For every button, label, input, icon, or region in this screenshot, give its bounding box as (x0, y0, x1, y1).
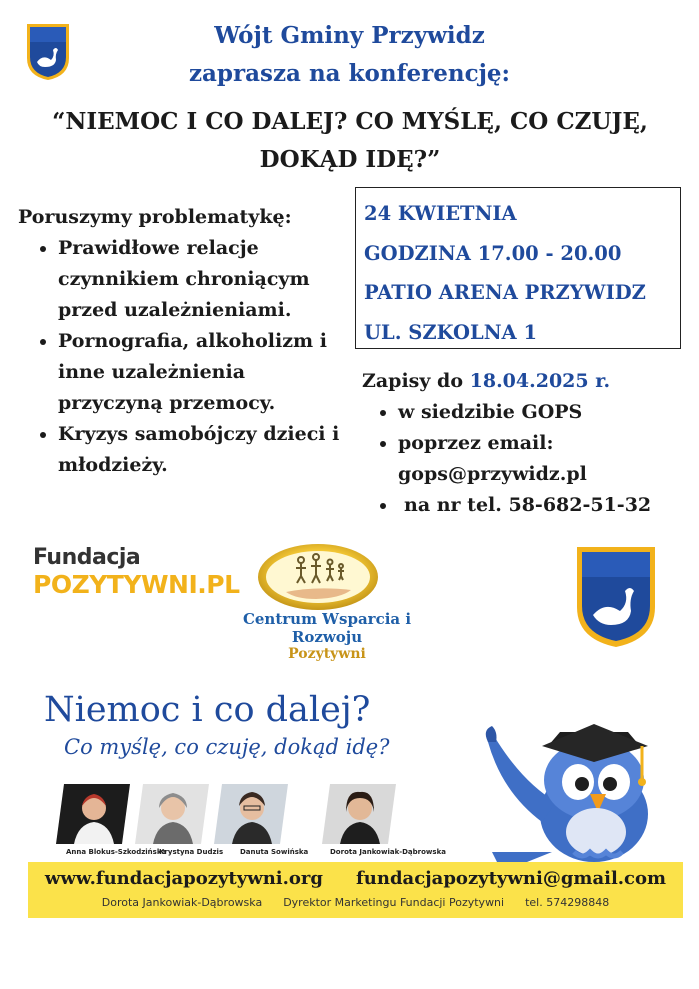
footer-bar (28, 862, 683, 918)
centrum-logo-text (212, 610, 442, 662)
family-hand-icon (256, 542, 380, 612)
event-venue: PATIO ARENA PRZYWIDZ (364, 281, 646, 304)
speaker-name: Krystyna Dudzis (159, 848, 224, 856)
event-address: UL. SZKOLNA 1 (364, 320, 538, 344)
conference-title-line1: “NIEMOC I CO DALEJ? CO MYŚLĘ, CO CZUJĘ, (52, 108, 648, 135)
event-info-box (355, 187, 681, 349)
topic-item: • Kryzys samobójczy dzieci i młodzieży. (58, 419, 348, 481)
speaker-name: Danuta Sowińska (240, 848, 309, 856)
signup-heading (362, 366, 692, 397)
topic-item: • Pornografia, alkoholizm i inne uzależnienia przyczyną przemocy. (58, 326, 348, 419)
speaker-photo (135, 784, 209, 844)
signup-label: Zapisy do (362, 370, 463, 392)
footer-website-link[interactable]: www.fundacjapozytywni.org (44, 868, 323, 889)
footer-email-link[interactable]: fundacjapozytywni@gmail.com (356, 868, 667, 889)
signup-item-email (398, 428, 692, 490)
topics-section (18, 202, 348, 481)
footer-name: Dorota Jankowiak-Dąbrowska (101, 896, 263, 909)
banner-subtitle: Co myślę, co czuję, dokąd idę? (64, 735, 390, 759)
signup-section (362, 366, 692, 521)
conference-title (40, 103, 660, 179)
signup-list (362, 397, 692, 521)
organizer-title: Wójt Gminy Przywidz (214, 22, 485, 49)
fundacja-logo (33, 545, 240, 599)
event-date: 24 KWIETNIA (364, 202, 517, 225)
topics-list (18, 233, 348, 481)
footer-contact-line (28, 868, 683, 889)
signup-deadline: 18.04.2025 r. (469, 370, 611, 392)
fundacja-logo-line1: Fundacja (33, 545, 141, 570)
speaker-photo (322, 784, 396, 844)
centrum-logo-line2: Pozytywni (288, 646, 366, 662)
event-time: GODZINA 17.00 - 20.00 (364, 241, 622, 265)
speaker-photo (214, 784, 288, 844)
coat-of-arms-icon (575, 545, 657, 649)
centrum-logo-line1: Centrum Wsparcia i Rozwoju (242, 610, 412, 646)
speaker-name: Anna Blokus-Szkodzińska (66, 848, 167, 856)
signup-item: • w siedzibie GOPS (398, 397, 692, 428)
signup-email-label: poprzez email: (398, 432, 554, 454)
fundacja-logo-line2: POZYTYWNI.PL (33, 570, 240, 599)
topic-item: • Prawidłowe relacje czynnikiem chroniącym przed uzależnieniami. (58, 233, 348, 326)
conference-title-line2: DOKĄD IDĘ?” (259, 146, 441, 173)
invitation-line: zaprasza na konferencję: (188, 60, 511, 87)
signup-email-link[interactable]: gops@przywidz.pl (398, 463, 587, 485)
footer-role: Dyrektor Marketingu Fundacji Pozytywni (283, 896, 505, 909)
signup-item-phone[interactable]: • na nr tel. 58-682-51-32 (398, 490, 692, 521)
footer-phone[interactable]: tel. 574298848 (525, 896, 610, 909)
owl-mascot-icon (482, 702, 672, 864)
banner-title: Niemoc i co dalej? (44, 690, 371, 730)
speaker-name: Dorota Jankowiak-Dąbrowska (330, 848, 446, 856)
topics-heading: Poruszymy problematykę: (18, 206, 292, 228)
footer-person-line (28, 896, 683, 909)
speaker-photo (56, 784, 130, 844)
